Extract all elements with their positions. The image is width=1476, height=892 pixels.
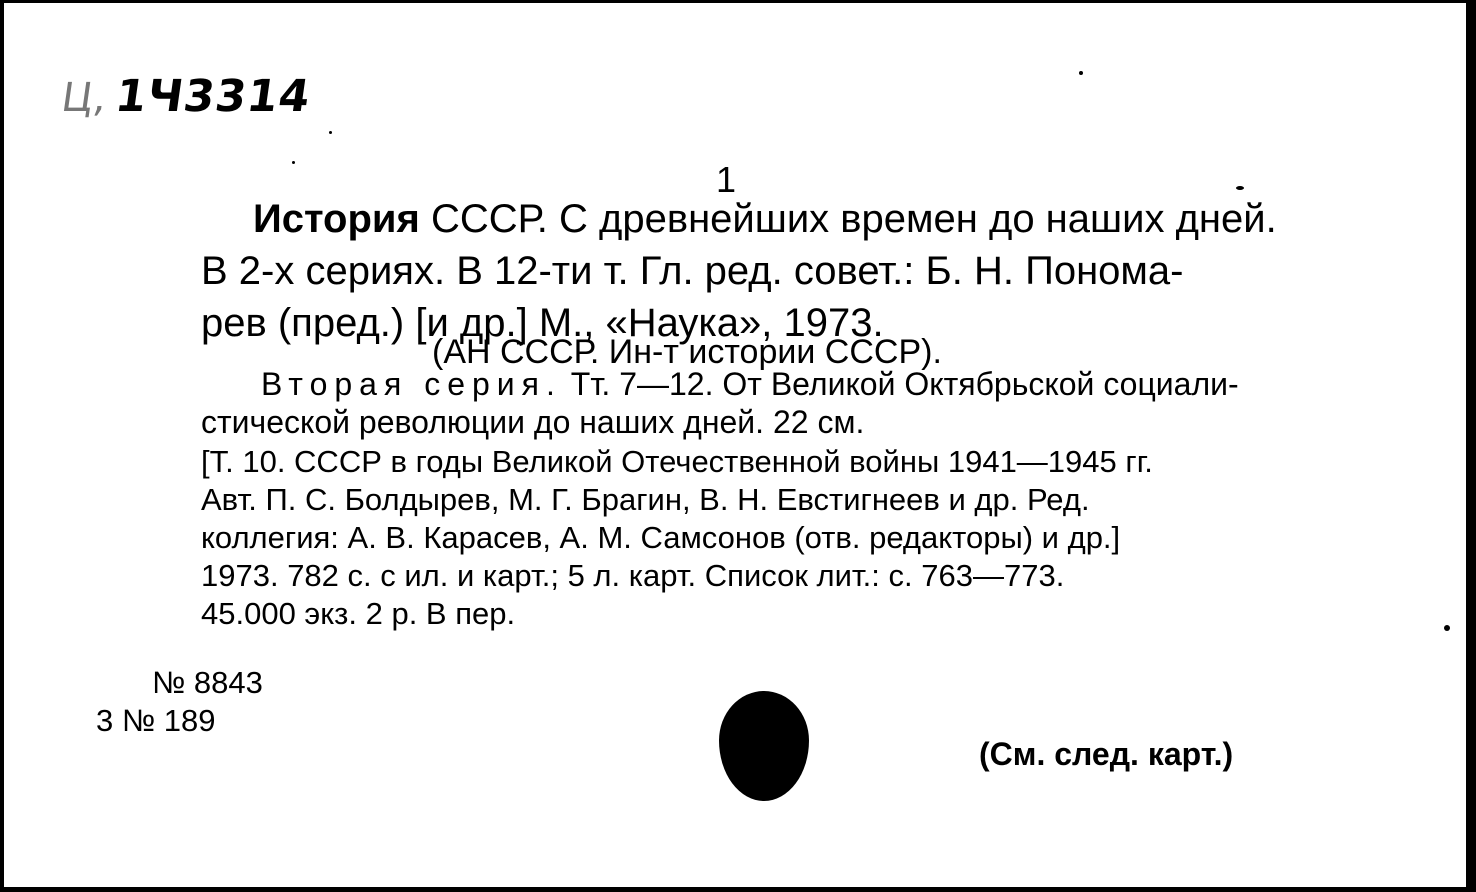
volume-number: 1 — [716, 159, 737, 200]
contents-line-2: Авт. П. С. Болдырев, М. Г. Брагин, В. Н. Евстигнеев и др. Ред. — [201, 482, 1090, 517]
handwritten-prefix: Ц, — [58, 75, 111, 121]
title-line-2-text: В 2-х сериях. В 12-ти т. Гл. ред. совет.: Б. Н. Понома- — [201, 249, 1184, 293]
speck — [1444, 625, 1450, 631]
title-line-1-text: СССР. С древнейших времен до наших дней. — [419, 197, 1277, 241]
speck — [1079, 71, 1083, 75]
organization-line: (АН СССР. Ин-т истории СССР). — [432, 333, 942, 371]
title-line-1 — [253, 193, 1277, 245]
series-line-1-text: Тт. 7—12. От Великой Октябрьской социали- — [561, 366, 1239, 402]
contents-line-5: 45.000 экз. 2 р. В пер. — [201, 596, 516, 631]
title-line-2 — [201, 245, 1183, 297]
see-next-card-note: (См. след. карт.) — [979, 736, 1234, 772]
title-line-3-text: рев (пред.) [и др.] М., «Наука», 1973. — [201, 301, 884, 345]
punch-hole — [719, 691, 809, 801]
contents-line-4: 1973. 782 с. с ил. и карт.; 5 л. карт. Список лит.: с. 763—773. — [201, 558, 1065, 593]
speck — [1236, 186, 1244, 190]
speck — [329, 131, 332, 134]
accession-number-2: 3 № 189 — [96, 703, 216, 738]
series-label: Вторая серия. — [261, 366, 562, 402]
handwritten-call-number — [58, 71, 314, 122]
series-line-2 — [201, 403, 864, 441]
catalog-card — [4, 3, 1466, 887]
contents-line-3: коллегия: А. В. Карасев, А. М. Самсонов (отв. редакторы) и др.] — [201, 520, 1121, 555]
title-main-word: История — [253, 197, 420, 241]
speck — [292, 161, 295, 164]
series-line-1 — [261, 365, 1239, 403]
contents-line-1: [Т. 10. СССР в годы Великой Отечественной войны 1941—1945 гг. — [201, 444, 1153, 479]
accession-number-1: № 8843 — [152, 665, 263, 700]
handwritten-number: 1Ч3314 — [112, 71, 315, 122]
series-line-2-text: стической революции до наших дней. 22 см. — [201, 404, 865, 440]
